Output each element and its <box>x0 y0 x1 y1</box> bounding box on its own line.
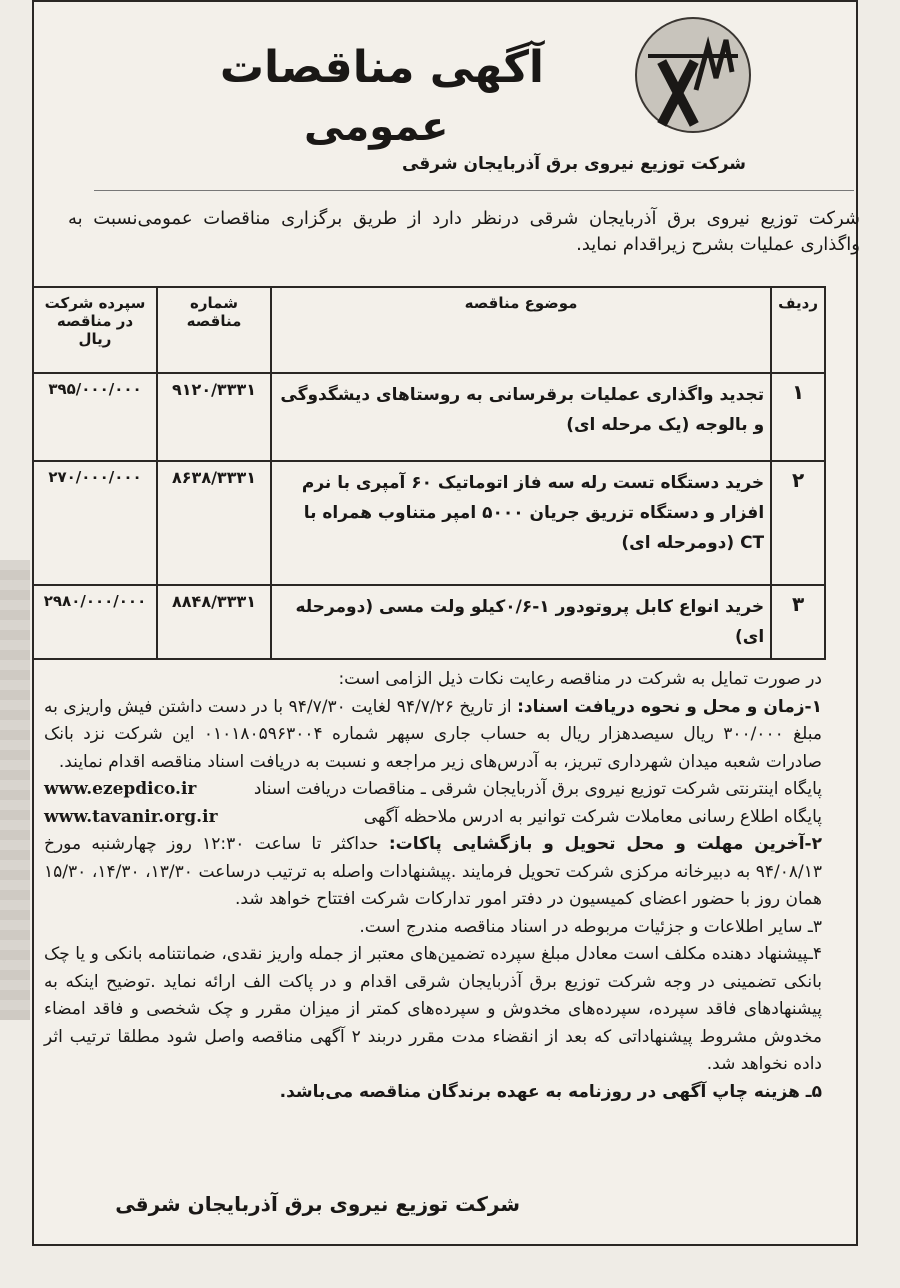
header-row-number: ردیف <box>771 287 825 373</box>
intro-paragraph: شرکت توزیع نیروی برق آذربایجان شرقی درنظر دارد از طریق برگزاری مناقصات عمومی‌نسبت به واگذاری عملیات بشرح زیراقدام نماید. <box>68 208 860 255</box>
condition-item-2 <box>44 831 822 914</box>
notice-title-line2: عمومی <box>304 104 449 150</box>
conditions-lead: در صورت تمایل به شرکت در مناقصه رعایت نکات ذیل الزامی است: <box>338 669 822 689</box>
row-deposit: ۲۹۸۰/۰۰۰/۰۰۰ <box>33 585 157 659</box>
condition-item-4: ۴ـپیشنهاد دهنده مکلف است معادل مبلغ سپرده تضمین‌های معتبر از جمله واریز نقدی، ضمانتنامه بانکی و یا چک بانکی تضمینی در وجه شرکت توزیع برق آذربایجان شرقی اقدام و در پاکت الف ارائه نماید .توضیح اینکه به پیشنهادهای فاقد سپرده، سپرده‌های مخدوش و سپرده‌های کمتر از میزان مقرر و چک شخصی و فاقد امضاء مخدوش مشروط پیشنهاداتی که بعد از انقضاء مدت مقرر دربند ۲ آگهی مناقصه واصل شود مطلقا ترتیب اثر داده نخواهد شد. <box>44 944 822 1074</box>
website-1-label: پایگاه اینترنتی شرکت توزیع نیروی برق آذربایجان شرقی ـ مناقصات دریافت اسناد <box>253 779 822 799</box>
website-2-label: پایگاه اطلاع رسانی معاملات شرکت توانیر به ادرس ملاحظه آگهی <box>363 806 822 827</box>
condition-item-1 <box>44 694 822 777</box>
condition-item-3: ۳ـ سایر اطلاعات و جزئیات مربوطه در اسناد مناقصه مندرج است. <box>359 916 822 937</box>
conditions-text <box>44 666 822 1106</box>
header-tender-number: شماره مناقصه <box>157 287 271 373</box>
row-subject: تجدید واگذاری عملیات برقرسانی به روستاهای دیشگدوگی و بالوجه (یک مرحله ای) <box>271 373 771 461</box>
tender-table <box>32 286 826 660</box>
header-subject: موضوع مناقصه <box>271 287 771 373</box>
row-subject: خرید دستگاه تست رله سه فاز اتوماتیک ۶۰ آمپری با نرم افزار و دستگاه تزریق جریان ۵۰۰۰ امپر متناوب همراه با CT (دومرحله ای) <box>271 461 771 585</box>
condition-2-heading: ۲-آخرین مهلت و محل تحویل و بازگشایی پاکات: <box>388 834 823 854</box>
row-subject: خرید انواع کابل پروتودور ۱-۰/۶کیلو ولت مسی (دومرحله ای) <box>271 585 771 659</box>
table-header-row <box>33 287 825 373</box>
divider <box>94 190 854 191</box>
row-tender-number: ۸۶۳۸/۳۳۳۱ <box>157 461 271 585</box>
condition-2-text: حداکثر تا ساعت ۱۲:۳۰ روز چهارشنبه مورخ ۹۴/۰۸/۱۳ به دبیرخانه مرکزی شرکت تحویل فرمایند .پیشنهادات واصله به ترتیب درساعت ۱۳/۳۰، ۱۴/۳۰، ۱۵/۳۰ همان روز با حضور اعضای کمیسیون در دفتر امور تدارکات شرکت افتتاح خواهد شد. <box>44 834 823 909</box>
table-row <box>33 373 825 461</box>
adjacent-column-edge <box>0 560 30 1020</box>
row-tender-number: ۹۱۲۰/۳۳۳۱ <box>157 373 271 461</box>
row-deposit: ۳۹۵/۰۰۰/۰۰۰ <box>33 373 157 461</box>
notice-title: آگهی مناقصات <box>219 42 544 93</box>
row-number: ۲ <box>771 461 825 585</box>
website-2-link[interactable]: www.tavanir.org.ir <box>44 806 218 827</box>
website-1-link[interactable]: www.ezepdico.ir <box>44 779 197 799</box>
condition-1-heading: ۱-زمان و محل و نحوه دریافت اسناد: <box>517 696 823 717</box>
table-row <box>33 461 825 585</box>
website-line <box>44 776 822 804</box>
website-line <box>44 804 822 832</box>
row-number: ۱ <box>771 373 825 461</box>
footer-company: شرکت توزیع نیروی برق آذربایجان شرقی <box>115 1192 520 1216</box>
row-deposit: ۲۷۰/۰۰۰/۰۰۰ <box>33 461 157 585</box>
header-deposit: سپرده شرکت در مناقصه ریال <box>33 287 157 373</box>
condition-1-text: از تاریخ ۹۴/۷/۲۶ لغایت ۹۴/۷/۳۰ با در دست داشتن فیش واریزی به مبلغ ۳۰۰/۰۰۰ ریال سیصدهزار ریال به حساب جاری سپهر شماره ۰۱۰۱۸۰۵۹۶۳۰۰۴ این شرکت نزد بانک صادرات شعبه میدان شهرداری تبریز، به آدرس‌های زیر مراجعه و نسبت به دریافت اسناد مناقصه اقدام نمایند. <box>44 696 822 772</box>
company-header: شرکت توزیع نیروی برق آذربایجان شرقی <box>401 154 746 174</box>
table-row <box>33 585 825 659</box>
condition-item-5: ۵ـ هزینه چاپ آگهی در روزنامه به عهده برندگان مناقصه می‌باشد. <box>279 1081 822 1102</box>
company-logo-icon <box>634 16 752 134</box>
row-tender-number: ۸۸۴۸/۳۳۳۱ <box>157 585 271 659</box>
row-number: ۳ <box>771 585 825 659</box>
